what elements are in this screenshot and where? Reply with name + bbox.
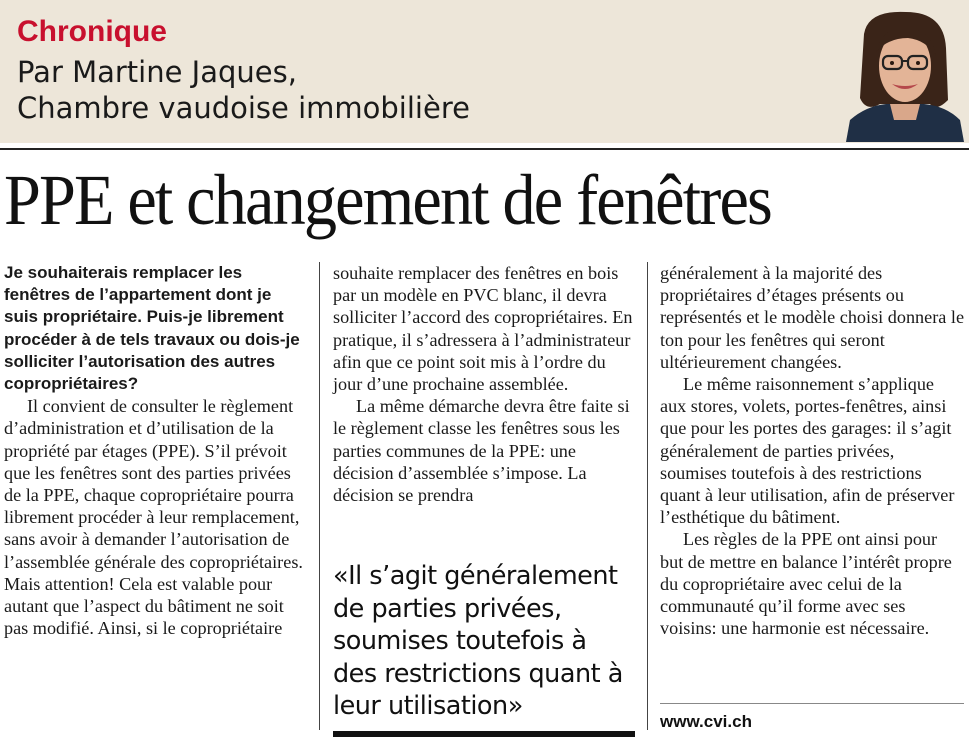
header-divider: [0, 148, 969, 150]
article-headline: PPE et changement de fenêtres: [4, 160, 771, 240]
author-name: Par Martine Jaques,: [17, 55, 297, 89]
article-column-2: [333, 262, 635, 506]
website-rule: [660, 703, 964, 704]
pull-quote: «Il s’agit généralement de parties privées, soumises toutefois à des restrictions quant à leur utilisation»: [333, 561, 623, 721]
answer-paragraph-4: généralement à la majorité des propriétaires d’étages présents ou représentés et le modèle choisi donnera le ton pour les fenêtres qui seront ultérieurement changées.: [660, 263, 965, 372]
column-header: [0, 0, 969, 143]
author-organization: Chambre vaudoise immobilière: [17, 91, 470, 125]
author-byline: [17, 54, 470, 126]
reader-question: Je souhaiterais remplacer les fenêtres de l’appartement dont je suis propriétaire. Puis-je librement procéder à de tels travaux ou dois-je solliciter l’autorisation des autres copropriétaires?: [4, 263, 300, 394]
author-portrait: [846, 8, 964, 142]
pull-quote-rule: [333, 731, 635, 737]
column-divider-1: [319, 262, 320, 730]
article-column-1: [4, 262, 304, 639]
answer-paragraph-1: Il convient de consulter le règlement d’administration et d’utilisation de la propriété par étages (PPE). S’il prévoit que les fenêtres sont des parties privées de la PPE, chaque copropriétaire pourra librement procéder à leur remplacement, sans avoir à demander l’autorisation de l’assemblée générale des copropriétaires. Mais attention! Cela est valable pour autant que l’aspect du bâtiment ne soit pas modifié. Ainsi, si le copropriétaire: [4, 396, 303, 639]
answer-paragraph-3: La même démarche devra être faite si le règlement classe les fenêtres sous les parties communes de la PPE: une décision d’assemblée s’impose. La décision se prendra: [333, 396, 630, 506]
rubric-label: Chronique: [17, 15, 167, 48]
answer-paragraph-6: Les règles de la PPE ont ainsi pour but de mettre en balance l’intérêt propre du copropriétaire avec celui de la communauté qu’il forme avec ses voisins: une harmonie est nécessaire.: [660, 529, 952, 639]
column-divider-2: [647, 262, 648, 730]
website-link[interactable]: www.cvi.ch: [660, 712, 752, 731]
answer-paragraph-5: Le même raisonnement s’applique aux stores, volets, portes-fenêtres, ainsi que pour les portes des garages: il s’agit généralement de parties privées, soumises toutefois à des restrictions quant à leur utilisation, afin de préserver l’esthétique du bâtiment.: [660, 374, 955, 528]
answer-paragraph-2: souhaite remplacer des fenêtres en bois par un modèle en PVC blanc, il devra solliciter l’accord des copropriétaires. En pratique, il s’adressera à l’administrateur afin que ce point soit mis à l’ordre du jour d’une prochaine assemblée.: [333, 263, 633, 395]
article-column-3: [660, 262, 964, 639]
